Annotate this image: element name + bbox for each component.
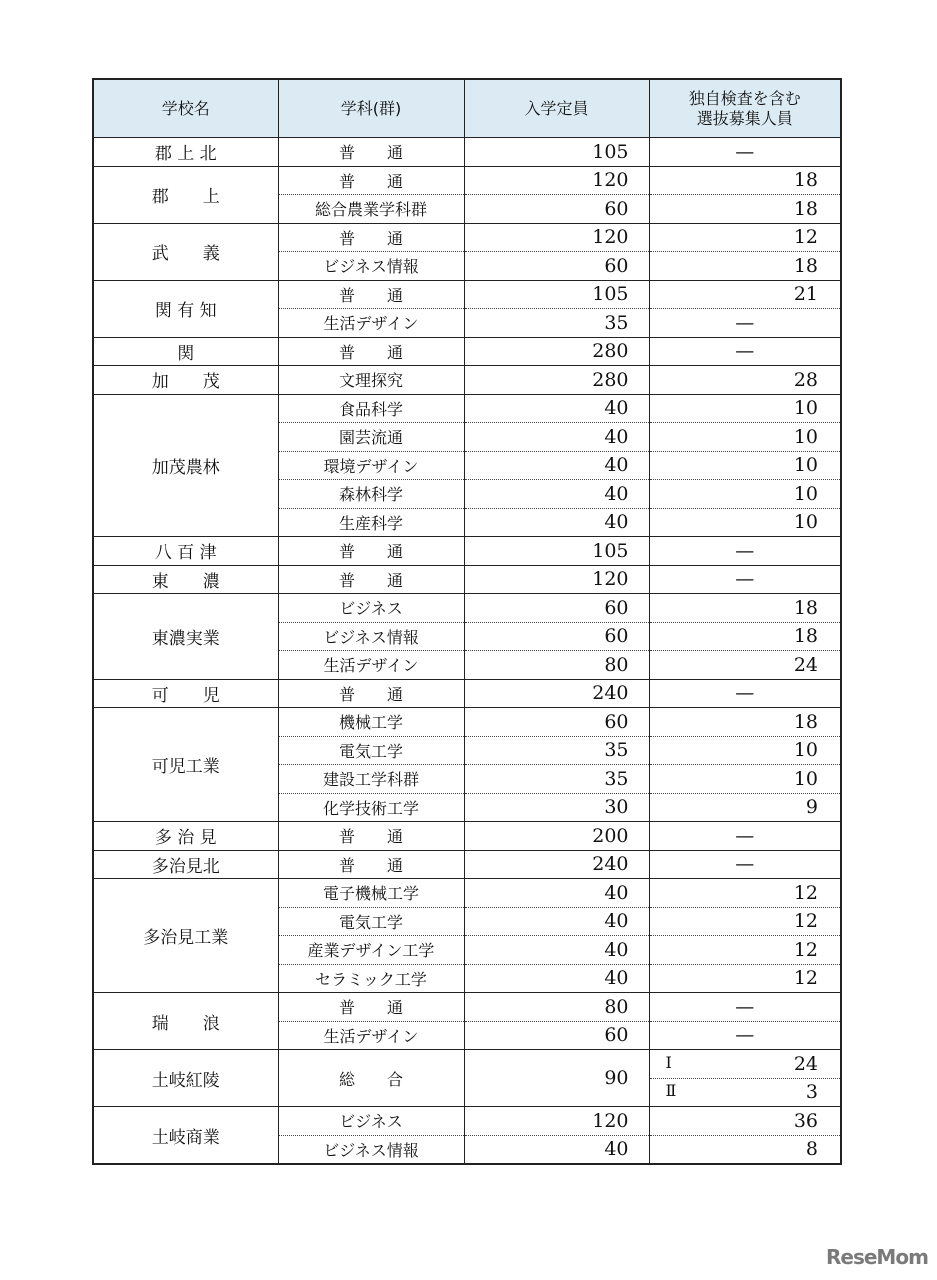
school-name: 可児工業 <box>93 708 278 822</box>
department: 森林科学 <box>278 480 464 509</box>
capacity: 35 <box>464 736 649 765</box>
selection-count: 12 <box>649 223 841 252</box>
department: 普 通 <box>278 166 464 195</box>
selection-count: — <box>649 138 841 167</box>
selection-count: — <box>649 679 841 708</box>
capacity: 40 <box>464 936 649 965</box>
table-row <box>93 138 841 167</box>
capacity: 40 <box>464 907 649 936</box>
selection-type-label: Ⅱ <box>665 1081 677 1101</box>
department: 普 通 <box>278 679 464 708</box>
department: 普 通 <box>278 280 464 309</box>
selection-count: 18 <box>649 622 841 651</box>
capacity: 40 <box>464 964 649 993</box>
table-row <box>93 822 841 851</box>
capacity: 105 <box>464 138 649 167</box>
capacity: 60 <box>464 708 649 737</box>
selection-count: — <box>649 537 841 566</box>
department: 総 合 <box>278 1050 464 1107</box>
table-row <box>93 594 841 623</box>
table-row <box>93 679 841 708</box>
table-row <box>93 223 841 252</box>
department: ビジネス情報 <box>278 1135 464 1164</box>
selection-count: — <box>649 337 841 366</box>
selection-count: — <box>649 309 841 338</box>
admission-table <box>92 78 842 1165</box>
header-selection-line1: 独自検査を含む <box>688 88 801 108</box>
school-name: 土岐紅陵 <box>93 1050 278 1107</box>
department: 機械工学 <box>278 708 464 737</box>
department: 普 通 <box>278 138 464 167</box>
capacity: 240 <box>464 679 649 708</box>
selection-count: 18 <box>649 166 841 195</box>
table-row <box>93 394 841 423</box>
table-row <box>93 537 841 566</box>
selection-count: — <box>649 993 841 1022</box>
school-name: 多治見北 <box>93 850 278 879</box>
capacity: 60 <box>464 594 649 623</box>
capacity: 40 <box>464 1135 649 1164</box>
capacity: 240 <box>464 850 649 879</box>
table-row <box>93 166 841 195</box>
capacity: 105 <box>464 280 649 309</box>
capacity: 120 <box>464 166 649 195</box>
selection-count: — <box>649 1021 841 1050</box>
table-row <box>93 1050 841 1079</box>
header-selection-line2: 選抜募集人員 <box>696 108 793 128</box>
school-name: 可 児 <box>93 679 278 708</box>
selection-count: 21 <box>649 280 841 309</box>
department: 化学技術工学 <box>278 793 464 822</box>
department: ビジネス情報 <box>278 622 464 651</box>
selection-count: 28 <box>649 366 841 395</box>
table-body <box>93 138 841 1165</box>
selection-count: 12 <box>649 907 841 936</box>
school-name: 関 <box>93 337 278 366</box>
table-row <box>93 366 841 395</box>
department: 産業デザイン工学 <box>278 936 464 965</box>
selection-count: 36 <box>649 1107 841 1136</box>
capacity: 30 <box>464 793 649 822</box>
capacity: 60 <box>464 195 649 224</box>
selection-count: 18 <box>649 252 841 281</box>
department: 建設工学科群 <box>278 765 464 794</box>
header-selection <box>649 79 841 138</box>
capacity: 90 <box>464 1050 649 1107</box>
table-row <box>93 280 841 309</box>
capacity: 120 <box>464 1107 649 1136</box>
selection-count: 24 <box>649 651 841 680</box>
selection-count: 12 <box>649 879 841 908</box>
selection-type-label: Ⅰ <box>665 1052 672 1072</box>
department: 普 通 <box>278 993 464 1022</box>
selection-count: 12 <box>649 964 841 993</box>
school-name: 関 有 知 <box>93 280 278 337</box>
school-name: 東濃実業 <box>93 594 278 680</box>
school-name: 八 百 津 <box>93 537 278 566</box>
department: 総合農業学科群 <box>278 195 464 224</box>
school-name: 多 治 見 <box>93 822 278 851</box>
department: 普 通 <box>278 850 464 879</box>
capacity: 60 <box>464 622 649 651</box>
table-row <box>93 1107 841 1136</box>
capacity: 60 <box>464 252 649 281</box>
department: 普 通 <box>278 337 464 366</box>
capacity: 40 <box>464 423 649 452</box>
department: ビジネス情報 <box>278 252 464 281</box>
department: 食品科学 <box>278 394 464 423</box>
selection-count: 10 <box>649 736 841 765</box>
capacity: 200 <box>464 822 649 851</box>
selection-count: 10 <box>649 508 841 537</box>
selection-count <box>649 1050 841 1079</box>
header-school: 学校名 <box>93 79 278 138</box>
capacity: 120 <box>464 223 649 252</box>
department: 電気工学 <box>278 907 464 936</box>
department: 電気工学 <box>278 736 464 765</box>
capacity: 40 <box>464 480 649 509</box>
school-name: 郡 上 <box>93 166 278 223</box>
selection-count <box>649 1078 841 1107</box>
table-row <box>93 337 841 366</box>
capacity: 280 <box>464 337 649 366</box>
selection-count: 18 <box>649 594 841 623</box>
capacity: 105 <box>464 537 649 566</box>
department: 生活デザイン <box>278 309 464 338</box>
capacity: 80 <box>464 993 649 1022</box>
selection-count: 18 <box>649 195 841 224</box>
resemom-logo: ReseMom <box>826 1245 928 1269</box>
department: 普 通 <box>278 565 464 594</box>
selection-value: 3 <box>805 1081 818 1104</box>
department: ビジネス <box>278 1107 464 1136</box>
school-name: 土岐商業 <box>93 1107 278 1165</box>
selection-count: 10 <box>649 394 841 423</box>
selection-count: — <box>649 850 841 879</box>
department: 普 通 <box>278 822 464 851</box>
department: ビジネス <box>278 594 464 623</box>
department: 普 通 <box>278 537 464 566</box>
department: 生活デザイン <box>278 651 464 680</box>
capacity: 40 <box>464 451 649 480</box>
department: 文理探究 <box>278 366 464 395</box>
table-row <box>93 993 841 1022</box>
school-name: 多治見工業 <box>93 879 278 993</box>
department: 普 通 <box>278 223 464 252</box>
school-name: 加茂農林 <box>93 394 278 537</box>
header-row <box>93 79 841 138</box>
table-row <box>93 565 841 594</box>
selection-count: 10 <box>649 423 841 452</box>
capacity: 40 <box>464 879 649 908</box>
selection-count: — <box>649 565 841 594</box>
capacity: 280 <box>464 366 649 395</box>
header-capacity: 入学定員 <box>464 79 649 138</box>
selection-count: 10 <box>649 480 841 509</box>
selection-count: 10 <box>649 765 841 794</box>
capacity: 35 <box>464 765 649 794</box>
capacity: 40 <box>464 394 649 423</box>
selection-value: 24 <box>793 1052 818 1075</box>
department: セラミック工学 <box>278 964 464 993</box>
department: 生産科学 <box>278 508 464 537</box>
department: 生活デザイン <box>278 1021 464 1050</box>
department: 環境デザイン <box>278 451 464 480</box>
school-name: 瑞 浪 <box>93 993 278 1050</box>
capacity: 40 <box>464 508 649 537</box>
table-row <box>93 708 841 737</box>
school-name: 武 義 <box>93 223 278 280</box>
capacity: 120 <box>464 565 649 594</box>
selection-count: — <box>649 822 841 851</box>
selection-count: 12 <box>649 936 841 965</box>
capacity: 35 <box>464 309 649 338</box>
selection-count: 18 <box>649 708 841 737</box>
school-name: 郡 上 北 <box>93 138 278 167</box>
selection-count: 8 <box>649 1135 841 1164</box>
department: 電子機械工学 <box>278 879 464 908</box>
header-dept: 学科(群) <box>278 79 464 138</box>
selection-count: 10 <box>649 451 841 480</box>
school-name: 東 濃 <box>93 565 278 594</box>
capacity: 80 <box>464 651 649 680</box>
capacity: 60 <box>464 1021 649 1050</box>
selection-count: 9 <box>649 793 841 822</box>
school-name: 加 茂 <box>93 366 278 395</box>
table-row <box>93 850 841 879</box>
department: 園芸流通 <box>278 423 464 452</box>
table-row <box>93 879 841 908</box>
